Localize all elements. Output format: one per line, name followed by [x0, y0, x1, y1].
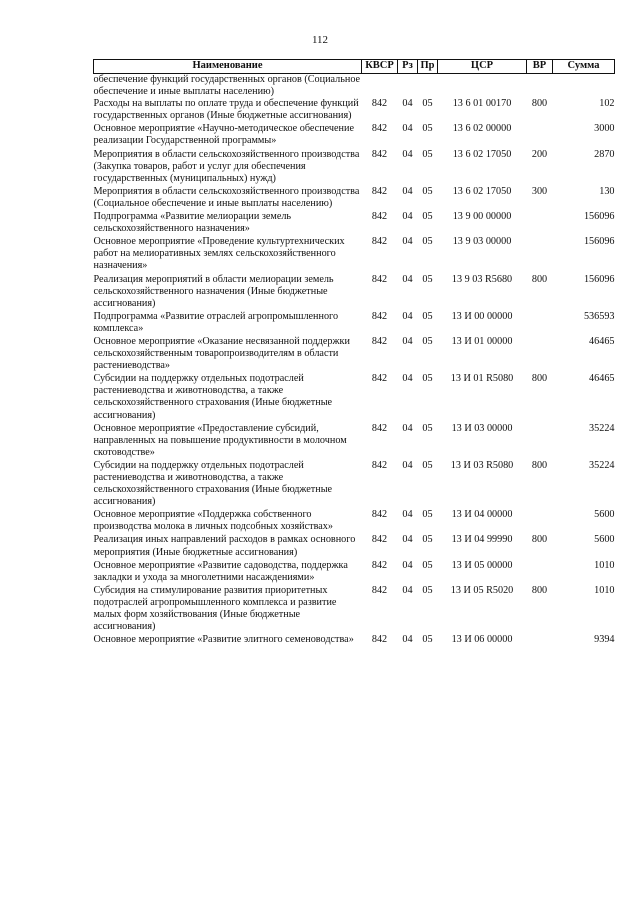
- cell-sum: 156096: [583, 236, 615, 248]
- cell-sum: 102: [599, 98, 615, 110]
- cell-rz: 04: [402, 236, 413, 248]
- table-row: [94, 149, 615, 186]
- cell-rz: 04: [402, 534, 413, 546]
- cell-rz: 04: [402, 273, 413, 285]
- table-row: [94, 534, 615, 559]
- cell-kvsr: 842: [371, 459, 388, 471]
- table-row: [94, 423, 615, 460]
- cell-csr: 13 И 00 00000: [451, 310, 513, 322]
- header-sum: Сумма: [553, 60, 615, 74]
- cell-name: Подпрограмма «Развитие мелиорации земель сельскохозяйственного назначения»: [93, 211, 292, 235]
- cell-csr: 13 И 05 00000: [451, 559, 513, 571]
- cell-kvsr: 842: [371, 559, 388, 571]
- cell-vr: 200: [531, 148, 548, 160]
- cell-sum: 2870: [594, 148, 615, 160]
- cell-name: Субсидии на поддержку отдельных подотраслей растениеводства и животноводства, а также сельскохозяйственного страхования (Иные бюджетные ассигнования): [93, 373, 333, 421]
- cell-rz: 04: [402, 373, 413, 385]
- cell-kvsr: 842: [371, 634, 388, 646]
- cell-csr: 13 И 01 R5080: [450, 373, 514, 385]
- cell-vr: 800: [531, 98, 548, 110]
- cell-pr: 05: [422, 148, 433, 160]
- cell-pr: 05: [422, 459, 433, 471]
- cell-sum: 35224: [589, 459, 615, 471]
- table-row: [94, 98, 615, 123]
- cell-kvsr: 842: [371, 310, 388, 322]
- cell-csr: 13 9 03 R5680: [451, 273, 513, 285]
- cell-rz: 04: [402, 559, 413, 571]
- cell-kvsr: 842: [371, 373, 388, 385]
- cell-csr: 13 6 02 17050: [452, 148, 512, 160]
- cell-name: Основное мероприятие «Поддержка собственного производства молока в личных подсобных хозяйствах»: [93, 509, 333, 533]
- cell-pr: 05: [422, 310, 433, 322]
- cell-kvsr: 842: [371, 534, 388, 546]
- cell-rz: 04: [402, 422, 413, 434]
- cell-sum: 536593: [583, 310, 615, 322]
- cell-name: Основное мероприятие «Развитие элитного семеноводства»: [93, 634, 354, 646]
- budget-table: [93, 59, 615, 647]
- cell-csr: 13 9 03 00000: [452, 236, 512, 248]
- cell-csr: 13 6 01 00170: [452, 98, 512, 110]
- cell-rz: 04: [402, 98, 413, 110]
- continuation-row: [94, 74, 615, 99]
- table-row: [94, 560, 615, 585]
- cell-csr: 13 И 04 00000: [451, 509, 513, 521]
- cell-csr: 13 И 04 99990: [451, 534, 513, 546]
- cell-csr: 13 И 06 00000: [451, 634, 513, 646]
- cell-kvsr: 842: [371, 422, 388, 434]
- header-name: Наименование: [94, 60, 362, 74]
- header-rz: Рз: [398, 60, 418, 74]
- cell-vr: 300: [531, 185, 548, 197]
- table-row: [94, 211, 615, 236]
- cell-rz: 04: [402, 185, 413, 197]
- cell-name: Реализация мероприятий в области мелиорации земель сельскохозяйственного назначения (Иные бюджетные ассигнования): [93, 273, 334, 309]
- cell-name: Реализация иных направлений расходов в рамках основного мероприятия (Иные бюджетные ассигнования): [93, 534, 356, 558]
- cell-pr: 05: [422, 98, 433, 110]
- cell-sum: 5600: [594, 534, 615, 546]
- cell-sum: 156096: [583, 211, 615, 223]
- cell-kvsr: 842: [371, 509, 388, 521]
- cell-vr: 800: [531, 584, 548, 596]
- cell-vr: 800: [531, 273, 548, 285]
- cell-kvsr: 842: [371, 98, 388, 110]
- cell-kvsr: 842: [371, 584, 388, 596]
- header-csr: ЦСР: [438, 60, 527, 74]
- cell-kvsr: 842: [371, 185, 388, 197]
- cell-pr: 05: [422, 211, 433, 223]
- cell-name: Субсидии на поддержку отдельных подотраслей растениеводства и животноводства, а также сельскохозяйственного страхования (Иные бюджетные ассигнования): [93, 459, 333, 508]
- header-vr: ВР: [527, 60, 553, 74]
- continuation-text: обеспечение функций государственных органов (Социальное обеспечение и иные выплаты населению): [93, 74, 361, 98]
- table-row: [94, 311, 615, 336]
- cell-kvsr: 842: [371, 236, 388, 248]
- cell-csr: 13 И 05 R5020: [450, 584, 514, 596]
- cell-rz: 04: [402, 148, 413, 160]
- cell-kvsr: 842: [371, 211, 388, 223]
- cell-sum: 9394: [594, 634, 615, 646]
- cell-kvsr: 842: [371, 273, 388, 285]
- table-row: [94, 236, 615, 273]
- cell-name: Мероприятия в области сельскохозяйственного производства (Социальное обеспечение и иные выплаты населению): [93, 185, 360, 209]
- cell-pr: 05: [422, 335, 433, 347]
- cell-vr: 800: [531, 373, 548, 385]
- cell-name: Мероприятия в области сельскохозяйственного производства (Закупка товаров, работ и услуг для обеспечения государственных (муниципальных) нужд): [93, 148, 360, 184]
- cell-sum: 46465: [589, 335, 615, 347]
- cell-csr: 13 6 02 17050: [452, 185, 512, 197]
- cell-name: Основное мероприятие «Проведение культуртехнических работ на мелиоративных землях сельскохозяйственного назначения»: [93, 236, 345, 272]
- cell-name: Субсидия на стимулирование развития приоритетных подотраслей агропромышленного комплекса и развитие малых форм хозяйствования (Иные бюджетные ассигнования): [93, 584, 337, 633]
- header-kvsr: КВСР: [362, 60, 398, 74]
- cell-csr: 13 И 01 00000: [451, 335, 513, 347]
- cell-name: Основное мероприятие «Предоставление субсидий, направленных на повышение продуктивности в молочном скотоводстве»: [93, 422, 347, 458]
- cell-kvsr: 842: [371, 335, 388, 347]
- cell-pr: 05: [422, 584, 433, 596]
- cell-csr: 13 6 02 00000: [452, 123, 512, 135]
- cell-pr: 05: [422, 509, 433, 521]
- table-row: [94, 634, 615, 647]
- cell-name: Основное мероприятие «Развитие садоводства, поддержка закладки и ухода за многолетними насаждениями»: [93, 559, 348, 583]
- cell-sum: 3000: [594, 123, 615, 135]
- table-row: [94, 123, 615, 148]
- cell-vr: [527, 423, 553, 460]
- cell-name: Подпрограмма «Развитие отраслей агропромышленного комплекса»: [93, 310, 339, 334]
- cell-kvsr: 842: [371, 123, 388, 135]
- cell-sum: 46465: [589, 373, 615, 385]
- cell-sum: 1010: [594, 584, 615, 596]
- cell-vr: [527, 634, 553, 647]
- cell-pr: 05: [422, 559, 433, 571]
- cell-name: Расходы на выплаты по оплате труда и обеспечение функций государственных органов (Иные бюджетные ассигнования): [93, 98, 359, 122]
- table-row: [94, 373, 615, 422]
- cell-rz: 04: [402, 459, 413, 471]
- cell-csr: 13 И 03 00000: [451, 422, 513, 434]
- cell-sum: 5600: [594, 509, 615, 521]
- cell-pr: 05: [422, 273, 433, 285]
- cell-kvsr: 842: [371, 148, 388, 160]
- cell-pr: 05: [422, 373, 433, 385]
- cell-pr: 05: [422, 634, 433, 646]
- cell-rz: 04: [402, 123, 413, 135]
- cell-vr: [527, 236, 553, 273]
- cell-sum: 130: [599, 185, 615, 197]
- cell-vr: [527, 211, 553, 236]
- table-row: [94, 585, 615, 634]
- cell-pr: 05: [422, 123, 433, 135]
- cell-sum: 35224: [589, 422, 615, 434]
- table-row: [94, 186, 615, 211]
- cell-vr: [527, 509, 553, 534]
- cell-pr: 05: [422, 236, 433, 248]
- cell-pr: 05: [422, 534, 433, 546]
- cell-vr: 800: [531, 459, 548, 471]
- cell-vr: [527, 560, 553, 585]
- cell-rz: 04: [402, 335, 413, 347]
- table-row: [94, 460, 615, 509]
- cell-name: Основное мероприятие «Научно-методическое обеспечение реализации Государственной программы»: [93, 123, 354, 147]
- cell-vr: [527, 336, 553, 373]
- table-row: [94, 274, 615, 311]
- cell-pr: 05: [422, 422, 433, 434]
- cell-vr: 800: [531, 534, 548, 546]
- cell-sum: 156096: [583, 273, 615, 285]
- cell-pr: 05: [422, 185, 433, 197]
- cell-vr: [527, 123, 553, 148]
- cell-csr: 13 9 00 00000: [452, 211, 512, 223]
- cell-rz: 04: [402, 310, 413, 322]
- table-row: [94, 336, 615, 373]
- table-header-row: [94, 60, 615, 74]
- table-row: [94, 509, 615, 534]
- cell-sum: 1010: [594, 559, 615, 571]
- cell-rz: 04: [402, 509, 413, 521]
- cell-rz: 04: [402, 634, 413, 646]
- header-pr: Пр: [418, 60, 438, 74]
- cell-rz: 04: [402, 584, 413, 596]
- page-number: 112: [311, 34, 329, 46]
- cell-rz: 04: [402, 211, 413, 223]
- cell-vr: [527, 311, 553, 336]
- cell-name: Основное мероприятие «Оказание несвязанной поддержки сельскохозяйственным товаропроизводителям в области растениеводства»: [93, 335, 350, 372]
- cell-csr: 13 И 03 R5080: [450, 459, 514, 471]
